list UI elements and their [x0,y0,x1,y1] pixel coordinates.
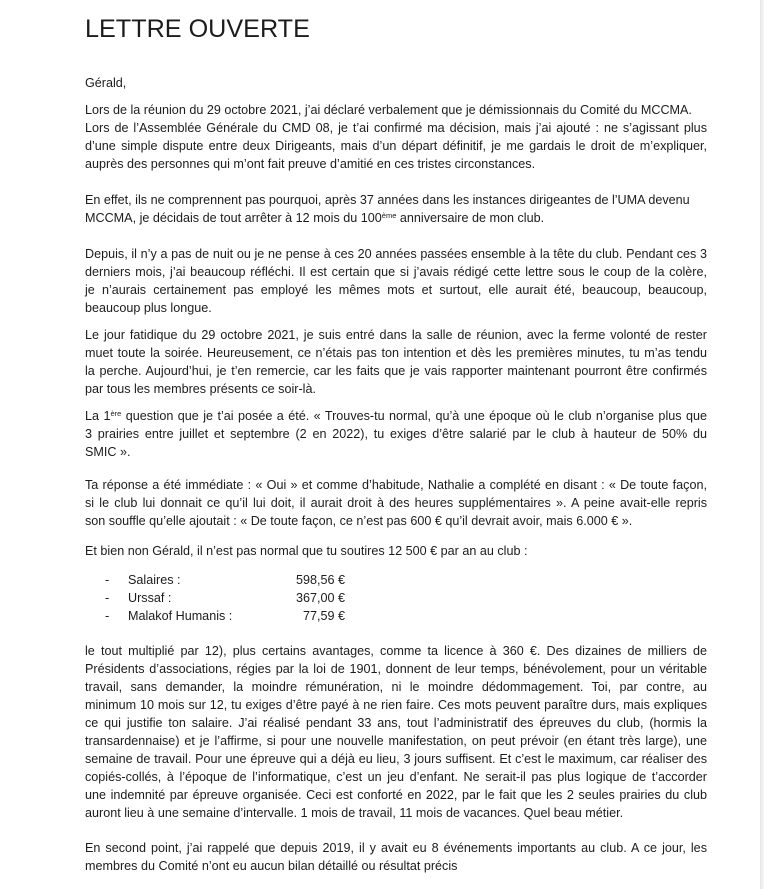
paragraph-9 [85,839,707,875]
expense-list [85,571,345,625]
paragraph-8-line: auront lieu à une semaine d’intervalle. 1 mois de travail, 11 mois de vacances. Quel beau métier. [85,806,624,820]
paragraph-1-line: Lors de l’Assemblée Générale du CMD 08, je t’ai confirmé ma décision, mais j’ai ajouté : ne s’agissant plus [85,121,707,135]
expense-item [85,571,345,589]
paragraph-6 [85,476,707,530]
paragraph-4-line: la perche. Aujourd’hui, je t’en remercie, car les faits que je vais rapporter maintenant pourront être confirmés [85,364,707,378]
paragraph-6-line: si le club lui donnait ce qu’il lui doit, il aurait droit à des heures supplémentaires ». A peine avait-elle repris [85,496,707,510]
salutation: Gérald, [85,76,127,90]
paragraph-2 [85,191,707,227]
page-edge [760,0,764,889]
paragraph-4-line: par tous les membres présents ce soir-là. [85,382,316,396]
paragraph-8-line: transardennaise) et je l’affirme, si pour une nouvelle manifestation, on peut prévoir (en étant très large), une [85,734,707,748]
paragraph-7 [85,542,707,560]
paragraph-2-line [85,209,707,227]
paragraph-2-text: anniversaire de mon club. [396,211,545,225]
paragraph-9-line: En second point, j’ai rappelé que depuis 2019, il y avait eu 8 événements importants au club. A ce jour, les [85,841,707,855]
paragraph-1-line: d’une simple dispute entre deux Dirigeants, mais d’un départ définitif, je me gardais le droit de m’expliquer, [85,139,707,153]
paragraph-3-line: derniers mois, j’ai beaucoup réfléchi. Il est certain que si j’avais rédigé cette lettre sous le coup de la colère, [85,265,707,279]
paragraph-8 [85,642,707,822]
letter-title: LETTRE OUVERTE [85,15,310,43]
paragraph-1-line: auprès des personnes qui m’ont fait preuve d’amitié en ces tristes circonstances. [85,157,536,171]
ordinal-superscript: ème [381,211,397,220]
paragraph-8-line: semaine de travail. Pour une épreuve qui a déjà eu lieu, 3 jours suffisent. Et c’est le maximum, car réaliser des [85,752,707,766]
paragraph-2-text: MCCMA, je décidais de tout arrêter à 12 mois du 100 [85,211,382,225]
expense-label: Salaires : [128,573,181,587]
paragraph-3-line: je n’aurais certainement pas employé les mêmes mots et surtout, elle aurait été, beaucoup, beaucoup, [85,283,707,297]
paragraph-4 [85,326,707,398]
paragraph-2-line: En effet, ils ne comprennent pas pourquoi, après 37 années dans les instances dirigeantes de l’UMA devenu [85,193,690,207]
expense-amount: 598,56 € [295,573,345,587]
expense-label: Urssaf : [128,591,172,605]
paragraph-5-text: question que je t’ai posée a été. « Trouves-tu normal, qu’à une époque où le club n’organise plus que [121,409,707,423]
paragraph-5-line [85,407,707,425]
paragraph-8-line: le tout multiplié par 12), plus certains avantages, comme ta licence à 360 €. Des dizaines de milliers de [85,644,707,658]
paragraph-8-line: copiés-collés, à l’époque de l’informatique, c’est un jeu d’enfant. Ne serait-il pas plus logique de t’accorder [85,770,707,784]
paragraph-8-line: minimum 10 mois sur 12, tu exiges d’être payé à ne rien faire. Ces mots peuvent paraître durs, mais expliques [85,698,707,712]
paragraph-8-line: ce qui justifie ton salaire. J’ai réalisé pendant 33 ans, tout l’administratif des épreuves du club, (hormis la [85,716,707,730]
paragraph-3-line: beaucoup plus longue. [85,301,212,315]
paragraph-7-line: Et bien non Gérald, il n’est pas normal que tu soutires 12 500 € par an au club : [85,544,528,558]
expense-amount: 367,00 € [295,591,345,605]
paragraph-5 [85,407,707,461]
paragraph-9-line: membres du Comité n’ont eu aucun bilan détaillé ou résultat précis [85,859,458,873]
list-dash: - [105,609,110,623]
paragraph-8-line: Présidents d’associations, régies par la loi de 1901, donnent de leur temps, bénévolement, pour un véritable [85,662,707,676]
list-dash: - [105,591,110,605]
paragraph-8-line: une indemnité par épreuve organisée. Ceci est conforté en 2022, par le fait que les 2 seules prairies du club [85,788,707,802]
paragraph-6-line: Ta réponse a été immédiate : « Oui » et comme d’habitude, Nathalie a complété en disant : « De toute façon, [85,478,707,492]
paragraph-4-line: muet toute la soirée. Heureusement, ce n’étais pas ton intention et dès les premières minutes, tu m’as tendu [85,346,707,360]
paragraph-1-line: Lors de la réunion du 29 octobre 2021, j’ai déclaré verbalement que je démissionnais du Comité du MCCMA. [85,103,692,117]
ordinal-superscript: ère [110,409,122,418]
paragraph-1 [85,101,707,173]
list-dash: - [105,573,110,587]
expense-amount: 77,59 € [302,609,345,623]
expense-item [85,589,345,607]
expense-item [85,607,345,625]
paragraph-6-line: son souffle qu’elle ajoutait : « De toute façon, ce n’est pas 600 € qu’il devrait avoir, mais 6.000 € ». [85,514,633,528]
paragraph-4-line: Le jour fatidique du 29 octobre 2021, je suis entré dans la salle de réunion, avec la ferme volonté de rester [85,328,707,342]
paragraph-5-line: SMIC ». [85,445,131,459]
paragraph-3 [85,245,707,317]
paragraph-8-line: travail, sans demander, la moindre rémunération, ni le moindre dédommagement. Toi, par contre, au [85,680,707,694]
paragraph-5-line: 3 prairies entre juillet et septembre (2 en 2022), tu exiges d’être salarié par le club à hauteur de 50% du [85,427,707,441]
paragraph-3-line: Depuis, il n’y a pas de nuit ou je ne pense à ces 20 années passées ensemble à la tête du club. Pendant ces 3 [85,247,707,261]
paragraph-5-text: La 1 [85,409,111,423]
expense-label: Malakof Humanis : [128,609,233,623]
